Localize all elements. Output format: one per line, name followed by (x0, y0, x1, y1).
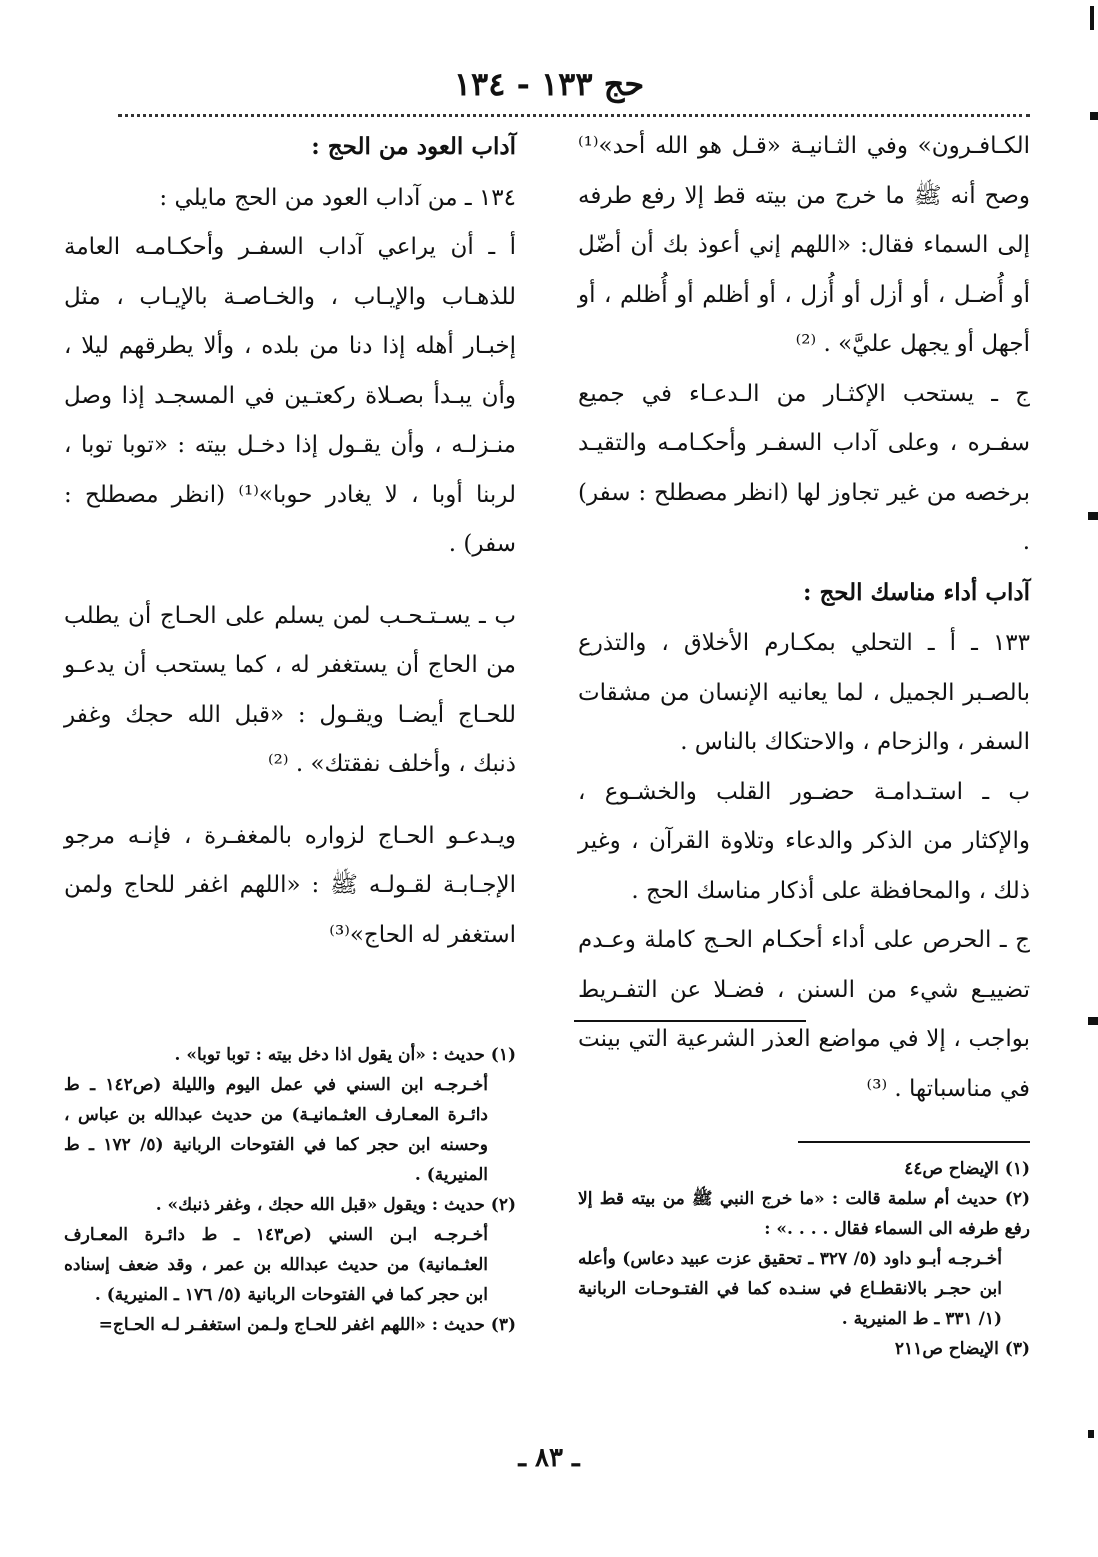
footnote: أخـرجـه ابن السني في عمل اليوم والليلة (ص١٤٢ ـ ط دائـرة المعـارف العثـمانيـة) من حديث عبدالله بن عباس ، وحسنه ابن حجر كما في الفتوحات الربانية (٥/ ١٧٢ ـ ط المنيرية) . (64, 1075, 488, 1185)
paragraph: ب ـ استـدامـة حضـور القلب والخشـوع ، والإكثار من الذكر والدعاء وتلاوة القرآن ، وغير ذلك ، والمحافظة على أذكار مناسك الحج . (578, 778, 1030, 904)
footnote-rule (574, 1020, 806, 1022)
footnote: (٣) حديث : «اللهم اغفر للحـاج ولـمن استغفـر لـه الحـاج= (98, 1315, 516, 1335)
paragraph: ب ـ يسـتـحـب لمن يسلم على الحـاج أن يطلب من الحاج أن يستغفر له ، كما يستحب أن يدعـو للحـاج أيضـا ويقـول : «قبل الله حجك وغفر ذنبك ، وأخلف نفقتك» . ⁽²⁾ (64, 602, 516, 777)
paragraph: ج ـ يستحب الإكثـار من الـدعـاء في جميع سفـره ، وعلى آداب السفـر وأحكـامـه والتقيـد برخصه من غير تجاوز لها (انظر مصطلح : سفر) . (578, 380, 1030, 555)
footnote: (١) حديث : «أن يقول اذا دخل بيته : توبا توبا» . (174, 1045, 516, 1065)
paragraph: ويـدعـو الحـاج لزواره بالمغفـرة ، فإنـه مرجو الإجـابـة لقـولـه ﷺ : «اللهم اغفر للحاج ولمن استغفر له الحاج»⁽³⁾ (64, 822, 516, 948)
left-footnotes (64, 1040, 516, 1340)
scan-mark (1088, 512, 1098, 520)
section-heading: آداب العود من الحج : (311, 133, 516, 160)
footnote: (١) الإيضاح ص٤٤ (904, 1159, 1030, 1179)
right-column (578, 122, 1030, 1102)
running-header: حج ١٣٣ - ١٣٤ (453, 65, 645, 103)
paragraph: الكـافـرون» وفي الثـانيـة «قـل هو الله أحد»⁽¹⁾ وصح أنه ﷺ ما خرج من بيته قط إلا رفع طرفه إلى السماء فقال: «اللهم إني أعوذ بك أن أضّل أو أُضـل ، أو أزل أو أُزل ، أو أظلم أو أُظلم ، أو أجهل أو يجهل عليَّ» . ⁽²⁾ (578, 133, 1030, 357)
paragraph: ج ـ الحرص على أداء أحكـام الحـج كاملة وعـدم تضييـع شيء من السنن ، فضـلا عن التفـريط بواجب ، إلا في مواضع العذر الشرعية التي بينت في مناسباتها . ⁽³⁾ (578, 927, 1030, 1102)
section-heading: آداب أداء مناسك الحج : (802, 578, 1030, 606)
right-footnotes (578, 1154, 1030, 1364)
footnote: (٢) حديث أم سلمة قالت : «ما خرج النبي ﷺ من بيته قط إلا رفع طرفه الى السماء فقال . . . .» : (578, 1189, 1030, 1239)
header-dotted-rule (118, 114, 1030, 117)
scan-mark (1090, 112, 1098, 120)
footnote: أخـرجـه ابـن السني (ص١٤٣ ـ ط دائـرة المعـارف العثـمانية) من حديث عبدالله بن عمر ، وقد ضعف إسناده ابن حجر كما في الفتوحات الربانية (٥/ ١٧٦ ـ المنيرية) . (64, 1225, 489, 1305)
footnote-rule (798, 1141, 1030, 1143)
scan-mark (1088, 1430, 1094, 1438)
footnote: (٣) الإيضاح ص٢١١ (894, 1339, 1030, 1359)
paragraph: أ ـ أن يراعي آداب السفـر وأحكـامـه العامة للذهـاب والإيـاب ، والخـاصـة بالإيـاب ، مثل إخبـار أهله إذا دنا من بلده ، وألا يطرقهم ليلا ، وأن يبـدأ بصـلاة ركعتـين في المسجـد إذا وصل منـزلـه ، وأن يقـول إذا دخـل بيته : «توبا توبا ، لربنا أوبا ، لا يغادر حوبا»⁽¹⁾ (انظر مصطلح : سفر) . (64, 234, 516, 557)
footnote: أخـرجـه أبـو داود (٥/ ٣٢٧ ـ تحقيق عزت عبيد دعاس) وأعله ابن حجـر بالانقطـاع في سنـده كما في الفتـوحـات الربانية (١/ ٣٣١ ـ ط المنيرية . (578, 1249, 1002, 1329)
paragraph: ١٣٤ ـ من آداب العود من الحج مايلي : (159, 184, 516, 211)
left-column (64, 122, 516, 1102)
scan-mark (1090, 6, 1094, 30)
paragraph: ١٣٣ ـ أ ـ التحلي بمكـارم الأخلاق ، والتذرع بالصـبر الجميل ، لما يعانيه الإنسان من مشقات السفر ، والزحام ، والاحتكاك بالناس . (578, 630, 1030, 755)
scan-mark (1088, 1017, 1098, 1025)
footnote: (٢) حديث : ويقول «قبل الله حجك ، وغفر ذنبك» . (155, 1195, 516, 1215)
page-number: ـ ٨٣ ـ (518, 1443, 580, 1473)
